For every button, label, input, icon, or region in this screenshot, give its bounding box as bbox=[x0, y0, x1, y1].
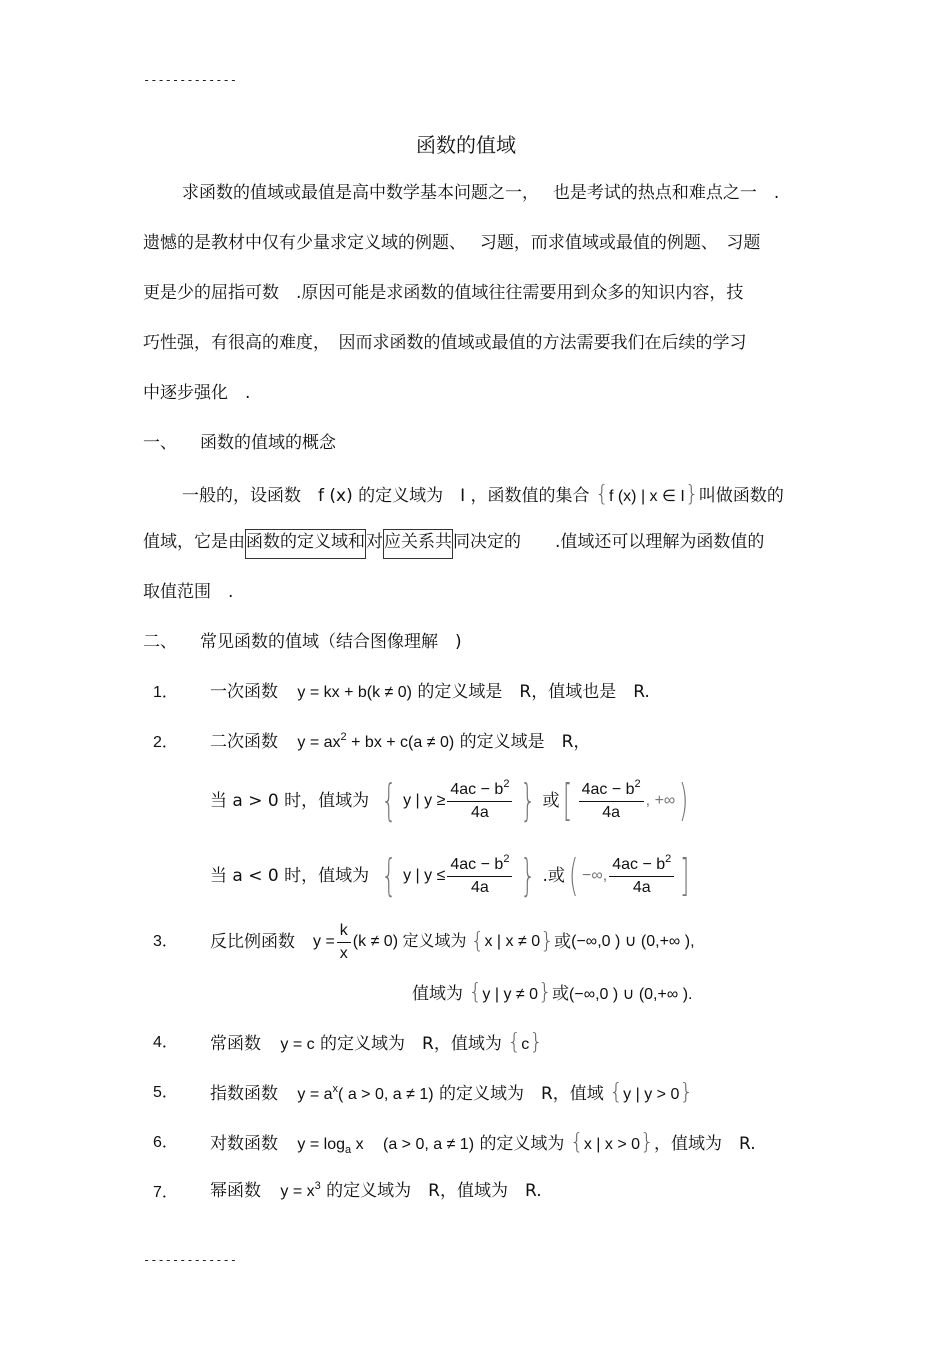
definition-text-d: 同决定的 .值域还可以理解为函数值的 bbox=[453, 532, 765, 552]
item-7-name: 幂函数 bbox=[210, 1181, 261, 1201]
item-4-formula: y = c bbox=[280, 1036, 315, 1053]
item-7-line bbox=[210, 1180, 542, 1201]
intro-line-5: 中逐步强化 . bbox=[143, 383, 251, 403]
intro-line-2: 遗憾的是教材中仅有少量求定义域的例题、 习题，而求值域或最值的例题、 习题 bbox=[143, 233, 761, 253]
left-brace: { bbox=[470, 929, 485, 954]
item-4-line bbox=[210, 1032, 543, 1054]
item-2-text: 的定义域是 R， bbox=[459, 732, 591, 752]
bottom-rule: ------------- bbox=[143, 1253, 237, 1267]
item-1-formula: y = kx + b(k ≠ 0) bbox=[297, 684, 412, 701]
item-6-set: x | x > 0 bbox=[583, 1136, 641, 1153]
set-expr: y | y ≤ bbox=[403, 867, 446, 884]
set-expr: y | y ≥ bbox=[403, 792, 446, 809]
case-positive-lead: 当 a > 0 时，值域为 bbox=[210, 790, 370, 811]
item-5-name: 指数函数 bbox=[210, 1084, 278, 1104]
definition-line-1 bbox=[182, 484, 784, 506]
left-brace: { bbox=[569, 1130, 584, 1155]
fraction: $\frac{4ac - b^2}{4a}$ bbox=[447, 857, 512, 896]
item-7-text: 的定义域为 R，值域为 R. bbox=[326, 1181, 542, 1201]
item-3-domain-set: x | x ≠ 0 bbox=[484, 933, 541, 950]
right-bracket: ] bbox=[680, 850, 690, 901]
item-2-formula: $y = ax^2$ + bx + c(a ≠ 0) bbox=[297, 731, 455, 751]
item-6-cond: (a > 0, a ≠ 1) bbox=[382, 1136, 475, 1153]
item-6-number: 6． bbox=[153, 1134, 178, 1151]
item-5-number: 5． bbox=[153, 1084, 178, 1101]
left-brace: { bbox=[381, 775, 397, 826]
item-6-text: 的定义域为 bbox=[479, 1134, 565, 1154]
boxed-correspondence: 应关系共 bbox=[383, 529, 453, 559]
definition-text-mid: 对 bbox=[366, 532, 383, 552]
section-1-heading: 函数的值域的概念 bbox=[200, 433, 336, 453]
case-negative-lead: 当 a < 0 时，值域为 bbox=[210, 865, 370, 886]
right-brace: } bbox=[520, 850, 537, 901]
item-4-text: 的定义域为 R，值域为 bbox=[320, 1034, 502, 1054]
intro-line-4: 巧性强，有很高的难度， 因而求函数的值域或最值的方法需要我们在后续的学习 bbox=[143, 333, 747, 353]
fraction: $\frac{4ac - b^2}{4a}$ bbox=[609, 857, 674, 896]
item-1-line bbox=[210, 684, 650, 701]
left-brace: { bbox=[468, 980, 483, 1005]
left-brace: { bbox=[381, 850, 397, 901]
item-6-tail: ，值域为 R. bbox=[654, 1134, 756, 1154]
definition-text-b: 叫做函数的 bbox=[698, 486, 784, 506]
item-3-y-eq: y = bbox=[313, 933, 335, 950]
pos-infinity: , +∞ bbox=[645, 792, 676, 809]
fraction: $\frac{4ac - b^2}{4a}$ bbox=[579, 782, 644, 821]
right-brace: } bbox=[538, 980, 553, 1005]
neg-infinity: −∞, bbox=[582, 867, 608, 884]
item-2-line bbox=[210, 731, 591, 752]
right-brace: } bbox=[540, 929, 555, 954]
item-1-text: 的定义域是 R，值域也是 R. bbox=[417, 682, 650, 702]
item-2-name: 二次函数 bbox=[210, 732, 278, 752]
left-brace: { bbox=[594, 482, 609, 507]
left-paren: ( bbox=[568, 850, 579, 901]
section-1-number: 一、 bbox=[143, 433, 177, 453]
item-3-name: 反比例函数 bbox=[210, 931, 295, 952]
left-bracket: [ bbox=[563, 775, 573, 826]
item-1-number: 1． bbox=[153, 684, 178, 701]
definition-line-3: 取值范围 . bbox=[143, 582, 234, 602]
or-text: 或 bbox=[542, 790, 560, 811]
item-5-set: y | y > 0 bbox=[623, 1086, 680, 1103]
right-brace: } bbox=[684, 482, 699, 507]
item-7-formula: $y = x^3$ bbox=[280, 1180, 321, 1200]
item-4-name: 常函数 bbox=[210, 1034, 261, 1054]
intro-line-1: 求函数的值域或最值是高中数学基本问题之一， 也是考试的热点和难点之一 . bbox=[182, 183, 780, 203]
right-brace: } bbox=[520, 775, 537, 826]
definition-text-c: 值域，它是由 bbox=[143, 532, 245, 552]
item-5-text: 的定义域为 R，值域 bbox=[438, 1084, 604, 1104]
range-set: f (x) | x ∈ I bbox=[608, 488, 685, 505]
item-5-line bbox=[210, 1082, 693, 1104]
item-3-range-interval: (−∞,0 ) ∪ (0,+∞ ). bbox=[569, 986, 693, 1003]
item-2-number: 2． bbox=[153, 734, 178, 751]
item-2-case-positive bbox=[210, 775, 692, 827]
left-brace: { bbox=[507, 1030, 522, 1055]
right-brace: } bbox=[529, 1030, 544, 1055]
or-text: 或 bbox=[554, 931, 572, 952]
top-rule: ------------- bbox=[143, 73, 237, 87]
section-2-number: 二、 bbox=[143, 632, 177, 652]
item-3-domain-interval: (−∞,0 ) ∪ (0,+∞ ), bbox=[571, 933, 695, 950]
item-3-line bbox=[210, 916, 695, 968]
item-3-range-line bbox=[412, 982, 692, 1004]
definition-text-a: 一般的，设函数 f (x) 的定义域为 I ，函数值的集合 bbox=[182, 486, 590, 506]
item-6-line bbox=[210, 1132, 756, 1154]
left-brace: { bbox=[609, 1080, 624, 1105]
right-paren: ) bbox=[679, 775, 689, 826]
fraction-k-over-x: $\frac{k}{x}$ bbox=[337, 923, 351, 962]
item-5-formula: $y = a^x$( a > 0, a ≠ 1) bbox=[297, 1083, 434, 1103]
fraction: $\frac{4ac - b^2}{4a}$ bbox=[447, 782, 512, 821]
item-3-range-set: y | y ≠ 0 bbox=[482, 986, 539, 1003]
item-6-formula: $y = \log_a x$ bbox=[297, 1136, 364, 1156]
page-title: 函数的值域 bbox=[416, 133, 516, 157]
item-1-name: 一次函数 bbox=[210, 682, 278, 702]
right-brace: } bbox=[679, 1080, 694, 1105]
boxed-domain: 函数的定义域和 bbox=[245, 529, 366, 559]
right-brace: } bbox=[640, 1130, 655, 1155]
or-text: 或 bbox=[552, 984, 570, 1004]
definition-line-2 bbox=[143, 534, 764, 551]
item-3-number: 3． bbox=[153, 933, 178, 950]
or-text: .或 bbox=[542, 865, 565, 886]
item-3-range-lead: 值域为 bbox=[412, 984, 463, 1004]
intro-line-3: 更是少的屈指可数 .原因可能是求函数的值域往往需要用到众多的知识内容，技 bbox=[143, 283, 744, 303]
item-4-set: c bbox=[521, 1036, 530, 1053]
item-2-case-negative bbox=[210, 850, 693, 902]
item-3-cond: (k ≠ 0) 定义域为 bbox=[352, 933, 467, 950]
item-6-name: 对数函数 bbox=[210, 1134, 278, 1154]
item-4-number: 4． bbox=[153, 1034, 178, 1051]
section-2-heading: 常见函数的值域（结合图像理解 ) bbox=[200, 632, 462, 652]
item-7-number: 7． bbox=[153, 1184, 178, 1201]
